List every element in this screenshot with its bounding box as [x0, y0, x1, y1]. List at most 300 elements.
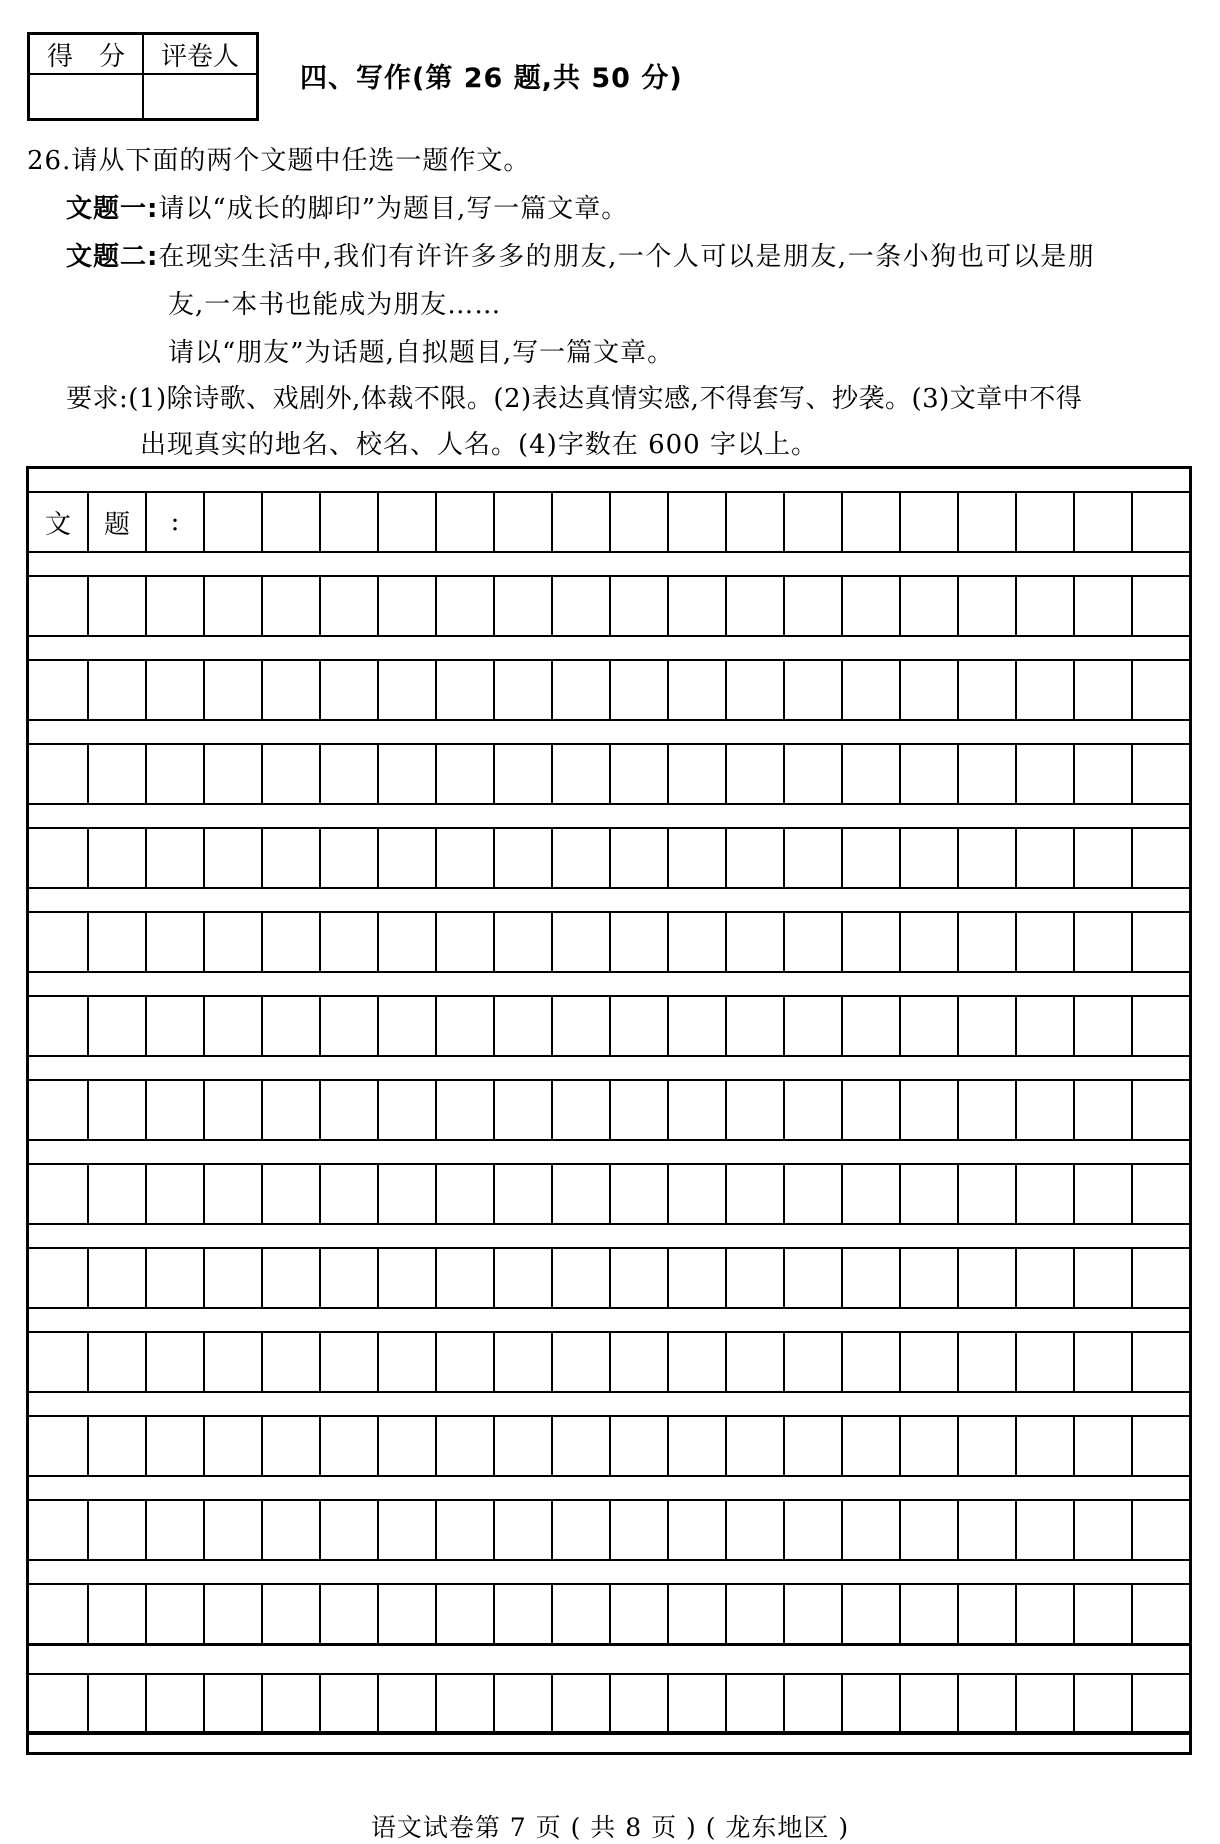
grid-cell[interactable]: [435, 1333, 493, 1391]
grid-cell[interactable]: [377, 1081, 435, 1139]
grid-cell[interactable]: [319, 1165, 377, 1223]
grid-cell[interactable]: [725, 829, 783, 887]
grid-cell[interactable]: [1131, 745, 1189, 803]
grid-cell[interactable]: [145, 829, 203, 887]
grid-cell[interactable]: [1015, 913, 1073, 971]
grid-cell[interactable]: [1015, 577, 1073, 635]
grid-cell[interactable]: [261, 1501, 319, 1559]
grid-cell[interactable]: [1131, 1585, 1189, 1643]
grid-cell[interactable]: [435, 493, 493, 551]
grid-cell[interactable]: [841, 997, 899, 1055]
grid-cell[interactable]: [1131, 913, 1189, 971]
grid-cell[interactable]: [29, 1675, 87, 1733]
grid-cell[interactable]: [203, 1675, 261, 1733]
grid-cell[interactable]: [203, 1501, 261, 1559]
grid-cell[interactable]: [203, 1333, 261, 1391]
grid-cell[interactable]: [87, 1417, 145, 1475]
grid-cell[interactable]: [841, 1081, 899, 1139]
grid-cell[interactable]: [145, 661, 203, 719]
grid-cell[interactable]: [493, 913, 551, 971]
grid-cell[interactable]: [841, 1417, 899, 1475]
grid-cell[interactable]: [319, 661, 377, 719]
grid-cell[interactable]: [493, 745, 551, 803]
grid-cell[interactable]: [841, 661, 899, 719]
grid-cell[interactable]: [783, 1165, 841, 1223]
grid-cell[interactable]: [609, 1333, 667, 1391]
grid-cell[interactable]: [957, 1333, 1015, 1391]
grid-cell[interactable]: [1015, 1675, 1073, 1733]
grid-cell[interactable]: [1015, 1417, 1073, 1475]
grid-cell[interactable]: [841, 1165, 899, 1223]
grid-cell[interactable]: [841, 745, 899, 803]
grid-cell[interactable]: [725, 1501, 783, 1559]
grid-cell[interactable]: [319, 997, 377, 1055]
grid-cell[interactable]: [1131, 1501, 1189, 1559]
grid-cell[interactable]: [1131, 1081, 1189, 1139]
grid-cell[interactable]: [725, 1585, 783, 1643]
grid-cell[interactable]: [435, 661, 493, 719]
grid-cell[interactable]: [957, 1417, 1015, 1475]
grid-cell[interactable]: [667, 1081, 725, 1139]
grid-cell[interactable]: [435, 577, 493, 635]
score-value-cell[interactable]: [29, 74, 144, 120]
grid-cell[interactable]: [609, 913, 667, 971]
grid-cell[interactable]: [551, 913, 609, 971]
grid-cell[interactable]: [1015, 661, 1073, 719]
grid-cell[interactable]: [493, 1501, 551, 1559]
grid-cell[interactable]: [493, 1585, 551, 1643]
grid-cell[interactable]: [1015, 997, 1073, 1055]
grid-cell[interactable]: [1073, 661, 1131, 719]
grid-cell[interactable]: [203, 1249, 261, 1307]
grid-cell[interactable]: [203, 829, 261, 887]
grid-cell[interactable]: [203, 493, 261, 551]
grid-cell[interactable]: [261, 1417, 319, 1475]
grid-cell[interactable]: [261, 1675, 319, 1733]
grid-cell[interactable]: [783, 913, 841, 971]
grid-cell[interactable]: [29, 1081, 87, 1139]
grid-cell[interactable]: [609, 745, 667, 803]
grid-cell[interactable]: [725, 493, 783, 551]
grid-cell[interactable]: [899, 577, 957, 635]
grid-cell[interactable]: [783, 997, 841, 1055]
grid-cell[interactable]: [1073, 1585, 1131, 1643]
grid-cell[interactable]: [87, 1081, 145, 1139]
grid-cell[interactable]: [1073, 997, 1131, 1055]
grid-cell[interactable]: [1131, 997, 1189, 1055]
grid-cell[interactable]: [1015, 1333, 1073, 1391]
grid-cell[interactable]: [435, 745, 493, 803]
grid-cell[interactable]: [841, 913, 899, 971]
grid-cell[interactable]: [145, 1081, 203, 1139]
grid-cell[interactable]: [1073, 1501, 1131, 1559]
grid-cell[interactable]: [609, 997, 667, 1055]
grid-cell[interactable]: [319, 1675, 377, 1733]
grid-cell[interactable]: [319, 577, 377, 635]
grid-cell[interactable]: [725, 577, 783, 635]
grid-cell[interactable]: [203, 745, 261, 803]
reviewer-value-cell[interactable]: [143, 74, 258, 120]
grid-cell[interactable]: [261, 745, 319, 803]
grid-cell[interactable]: [203, 1417, 261, 1475]
grid-cell[interactable]: [145, 1501, 203, 1559]
grid-cell[interactable]: [551, 1675, 609, 1733]
grid-cell[interactable]: [667, 1333, 725, 1391]
grid-cell[interactable]: [667, 493, 725, 551]
grid-cell[interactable]: [377, 745, 435, 803]
grid-cell[interactable]: [783, 1675, 841, 1733]
grid-cell[interactable]: [29, 1501, 87, 1559]
grid-cell[interactable]: [725, 913, 783, 971]
grid-cell[interactable]: [667, 913, 725, 971]
grid-cell[interactable]: [609, 1675, 667, 1733]
grid-cell[interactable]: [899, 493, 957, 551]
grid-cell[interactable]: [261, 1165, 319, 1223]
grid-cell[interactable]: [377, 1165, 435, 1223]
grid-cell[interactable]: [783, 745, 841, 803]
grid-cell[interactable]: [783, 1501, 841, 1559]
grid-cell[interactable]: [493, 577, 551, 635]
grid-cell[interactable]: [609, 577, 667, 635]
grid-cell[interactable]: [145, 1417, 203, 1475]
grid-cell[interactable]: [377, 913, 435, 971]
grid-cell[interactable]: [899, 997, 957, 1055]
grid-cell[interactable]: [377, 493, 435, 551]
grid-cell[interactable]: [841, 1675, 899, 1733]
grid-cell[interactable]: [87, 1675, 145, 1733]
grid-cell[interactable]: [841, 1501, 899, 1559]
grid-cell[interactable]: [87, 577, 145, 635]
grid-cell[interactable]: [841, 577, 899, 635]
grid-cell[interactable]: [435, 1585, 493, 1643]
grid-cell[interactable]: [551, 1165, 609, 1223]
grid-cell[interactable]: [87, 1165, 145, 1223]
grid-cell[interactable]: [957, 577, 1015, 635]
grid-cell[interactable]: [87, 1249, 145, 1307]
grid-cell[interactable]: [203, 577, 261, 635]
grid-cell[interactable]: [377, 1501, 435, 1559]
grid-cell[interactable]: [319, 1585, 377, 1643]
grid-cell[interactable]: [667, 997, 725, 1055]
grid-cell[interactable]: [1073, 745, 1131, 803]
grid-cell[interactable]: [667, 577, 725, 635]
grid-cell[interactable]: [261, 1249, 319, 1307]
grid-cell[interactable]: [203, 997, 261, 1055]
grid-cell[interactable]: [899, 1675, 957, 1733]
grid-cell[interactable]: [899, 1165, 957, 1223]
grid-cell[interactable]: [957, 1249, 1015, 1307]
grid-cell[interactable]: [783, 1585, 841, 1643]
grid-cell[interactable]: [551, 493, 609, 551]
grid-cell[interactable]: [261, 1081, 319, 1139]
grid-cell[interactable]: [493, 1165, 551, 1223]
grid-cell[interactable]: [493, 997, 551, 1055]
grid-cell[interactable]: [783, 1081, 841, 1139]
grid-cell[interactable]: [261, 1585, 319, 1643]
grid-cell[interactable]: [551, 1333, 609, 1391]
grid-cell[interactable]: [493, 661, 551, 719]
grid-cell[interactable]: [261, 1333, 319, 1391]
grid-cell[interactable]: [899, 1249, 957, 1307]
grid-cell[interactable]: [609, 661, 667, 719]
grid-cell[interactable]: [1073, 829, 1131, 887]
grid-cell[interactable]: [29, 1249, 87, 1307]
grid-cell[interactable]: [29, 1417, 87, 1475]
grid-cell[interactable]: [203, 1585, 261, 1643]
grid-cell[interactable]: [87, 1501, 145, 1559]
grid-cell[interactable]: [145, 745, 203, 803]
grid-cell[interactable]: [783, 829, 841, 887]
grid-cell[interactable]: [1073, 1675, 1131, 1733]
grid-cell[interactable]: [145, 1675, 203, 1733]
grid-cell[interactable]: [145, 577, 203, 635]
grid-cell[interactable]: [609, 493, 667, 551]
grid-cell[interactable]: [87, 745, 145, 803]
grid-cell[interactable]: [87, 913, 145, 971]
grid-cell[interactable]: [667, 745, 725, 803]
grid-cell[interactable]: [1073, 1249, 1131, 1307]
grid-cell[interactable]: [29, 661, 87, 719]
grid-cell[interactable]: [957, 1165, 1015, 1223]
grid-cell[interactable]: [435, 1165, 493, 1223]
grid-cell[interactable]: [957, 913, 1015, 971]
grid-cell[interactable]: [725, 1249, 783, 1307]
grid-cell[interactable]: [667, 829, 725, 887]
grid-cell[interactable]: [493, 493, 551, 551]
grid-cell[interactable]: [435, 1675, 493, 1733]
grid-cell[interactable]: [725, 1417, 783, 1475]
grid-cell[interactable]: [1131, 1675, 1189, 1733]
grid-cell[interactable]: [1131, 829, 1189, 887]
grid-cell[interactable]: [319, 1081, 377, 1139]
grid-cell[interactable]: [725, 1165, 783, 1223]
grid-cell[interactable]: [493, 1081, 551, 1139]
grid-cell[interactable]: [551, 1501, 609, 1559]
grid-cell[interactable]: [377, 661, 435, 719]
grid-cell[interactable]: [551, 1249, 609, 1307]
grid-cell[interactable]: [493, 829, 551, 887]
grid-cell[interactable]: [1015, 1081, 1073, 1139]
grid-cell[interactable]: [899, 829, 957, 887]
grid-cell[interactable]: [261, 577, 319, 635]
grid-cell[interactable]: [29, 745, 87, 803]
grid-cell[interactable]: [899, 1417, 957, 1475]
grid-cell[interactable]: [319, 1333, 377, 1391]
grid-cell[interactable]: [899, 1081, 957, 1139]
grid-cell[interactable]: [1015, 1249, 1073, 1307]
grid-cell[interactable]: [377, 997, 435, 1055]
grid-cell[interactable]: [435, 913, 493, 971]
grid-cell[interactable]: [667, 1585, 725, 1643]
grid-cell[interactable]: [29, 1165, 87, 1223]
grid-cell[interactable]: [783, 577, 841, 635]
grid-cell[interactable]: [377, 829, 435, 887]
grid-cell[interactable]: [29, 913, 87, 971]
grid-cell[interactable]: [1073, 493, 1131, 551]
grid-cell[interactable]: [435, 1417, 493, 1475]
grid-cell[interactable]: [1073, 1417, 1131, 1475]
grid-cell[interactable]: [203, 661, 261, 719]
grid-cell[interactable]: [609, 1165, 667, 1223]
grid-cell[interactable]: [899, 1585, 957, 1643]
grid-cell[interactable]: [319, 1417, 377, 1475]
grid-cell[interactable]: [957, 1585, 1015, 1643]
grid-cell[interactable]: [725, 997, 783, 1055]
grid-cell[interactable]: [725, 745, 783, 803]
grid-cell[interactable]: [319, 1501, 377, 1559]
grid-cell[interactable]: [145, 1585, 203, 1643]
grid-cell[interactable]: [435, 1501, 493, 1559]
grid-cell[interactable]: [1131, 493, 1189, 551]
grid-cell[interactable]: [319, 1249, 377, 1307]
grid-cell[interactable]: [841, 829, 899, 887]
grid-cell[interactable]: [783, 1333, 841, 1391]
grid-cell[interactable]: [377, 1249, 435, 1307]
grid-cell[interactable]: [551, 661, 609, 719]
grid-cell[interactable]: [319, 829, 377, 887]
grid-cell[interactable]: [725, 1333, 783, 1391]
grid-cell[interactable]: [899, 1333, 957, 1391]
grid-cell[interactable]: [87, 1333, 145, 1391]
grid-cell[interactable]: [203, 913, 261, 971]
grid-cell[interactable]: [29, 1333, 87, 1391]
grid-cell[interactable]: [783, 1417, 841, 1475]
grid-cell[interactable]: [899, 661, 957, 719]
grid-cell[interactable]: [377, 1417, 435, 1475]
grid-cell[interactable]: [551, 1081, 609, 1139]
grid-cell[interactable]: [261, 829, 319, 887]
grid-cell[interactable]: [1131, 1249, 1189, 1307]
grid-cell[interactable]: [609, 1585, 667, 1643]
grid-cell[interactable]: [725, 661, 783, 719]
grid-cell[interactable]: [957, 493, 1015, 551]
grid-cell[interactable]: [87, 997, 145, 1055]
grid-cell[interactable]: [203, 1081, 261, 1139]
grid-cell[interactable]: [551, 577, 609, 635]
grid-cell[interactable]: [957, 1501, 1015, 1559]
grid-cell[interactable]: [1073, 913, 1131, 971]
grid-cell[interactable]: [841, 1585, 899, 1643]
grid-cell[interactable]: [957, 661, 1015, 719]
grid-cell[interactable]: [551, 1417, 609, 1475]
grid-cell[interactable]: [551, 829, 609, 887]
grid-cell[interactable]: [29, 1585, 87, 1643]
grid-cell[interactable]: [1131, 577, 1189, 635]
grid-cell[interactable]: [725, 1675, 783, 1733]
grid-cell[interactable]: [1015, 829, 1073, 887]
grid-cell[interactable]: [493, 1249, 551, 1307]
grid-cell[interactable]: [377, 1675, 435, 1733]
grid-cell[interactable]: [957, 1675, 1015, 1733]
grid-cell[interactable]: [957, 997, 1015, 1055]
grid-cell[interactable]: [667, 1501, 725, 1559]
grid-cell[interactable]: [87, 1585, 145, 1643]
grid-cell[interactable]: [1131, 1165, 1189, 1223]
grid-cell[interactable]: [145, 913, 203, 971]
grid-cell[interactable]: [203, 1165, 261, 1223]
grid-cell[interactable]: [1015, 493, 1073, 551]
grid-cell[interactable]: [493, 1333, 551, 1391]
grid-cell[interactable]: [377, 577, 435, 635]
grid-cell[interactable]: [667, 1417, 725, 1475]
grid-cell[interactable]: [841, 1249, 899, 1307]
grid-cell[interactable]: [1073, 1333, 1131, 1391]
grid-cell[interactable]: [1131, 1417, 1189, 1475]
grid-cell[interactable]: [29, 577, 87, 635]
grid-cell[interactable]: [1131, 661, 1189, 719]
grid-cell[interactable]: [145, 997, 203, 1055]
grid-cell[interactable]: [319, 493, 377, 551]
grid-cell[interactable]: [609, 1249, 667, 1307]
grid-cell[interactable]: [1015, 1501, 1073, 1559]
grid-cell[interactable]: [319, 745, 377, 803]
grid-cell[interactable]: [435, 829, 493, 887]
grid-cell[interactable]: [609, 829, 667, 887]
grid-cell[interactable]: [29, 997, 87, 1055]
grid-cell[interactable]: [957, 1081, 1015, 1139]
grid-cell[interactable]: [667, 661, 725, 719]
grid-cell[interactable]: [1073, 1081, 1131, 1139]
grid-row: [29, 1673, 1189, 1735]
grid-cell[interactable]: [435, 1081, 493, 1139]
grid-cell[interactable]: [1131, 1333, 1189, 1391]
grid-cell[interactable]: [493, 1675, 551, 1733]
grid-cell[interactable]: [1015, 745, 1073, 803]
grid-cell[interactable]: [725, 1081, 783, 1139]
grid-cell[interactable]: [87, 661, 145, 719]
grid-cell[interactable]: [493, 1417, 551, 1475]
grid-cell[interactable]: [667, 1249, 725, 1307]
grid-cell[interactable]: [145, 1333, 203, 1391]
grid-cell[interactable]: [783, 493, 841, 551]
grid-cell[interactable]: [377, 1585, 435, 1643]
grid-cell[interactable]: [435, 997, 493, 1055]
grid-cell[interactable]: [783, 1249, 841, 1307]
grid-cell[interactable]: [1015, 1165, 1073, 1223]
grid-cell[interactable]: [261, 997, 319, 1055]
grid-cell[interactable]: [899, 1501, 957, 1559]
grid-cell[interactable]: [145, 1249, 203, 1307]
grid-cell[interactable]: [783, 661, 841, 719]
grid-cell[interactable]: [609, 1501, 667, 1559]
grid-cell[interactable]: [609, 1417, 667, 1475]
grid-cell[interactable]: [1073, 577, 1131, 635]
grid-cell[interactable]: [899, 745, 957, 803]
grid-cell[interactable]: [667, 1675, 725, 1733]
grid-cell[interactable]: [1073, 1165, 1131, 1223]
grid-cell[interactable]: [319, 913, 377, 971]
grid-cell[interactable]: [841, 493, 899, 551]
grid-cell[interactable]: [261, 661, 319, 719]
grid-cell[interactable]: [87, 829, 145, 887]
grid-cell[interactable]: [261, 913, 319, 971]
grid-cell[interactable]: [29, 829, 87, 887]
grid-cell[interactable]: [551, 997, 609, 1055]
grid-cell[interactable]: [377, 1333, 435, 1391]
grid-cell[interactable]: [609, 1081, 667, 1139]
grid-cell[interactable]: [551, 745, 609, 803]
grid-cell[interactable]: [435, 1249, 493, 1307]
grid-cell[interactable]: [841, 1333, 899, 1391]
grid-cell[interactable]: [1015, 1585, 1073, 1643]
grid-cell[interactable]: [261, 493, 319, 551]
grid-cell[interactable]: [145, 1165, 203, 1223]
grid-cell[interactable]: [957, 745, 1015, 803]
grid-cell[interactable]: [899, 913, 957, 971]
grid-cell[interactable]: [667, 1165, 725, 1223]
grid-cell[interactable]: [551, 1585, 609, 1643]
grid-cell[interactable]: [957, 829, 1015, 887]
